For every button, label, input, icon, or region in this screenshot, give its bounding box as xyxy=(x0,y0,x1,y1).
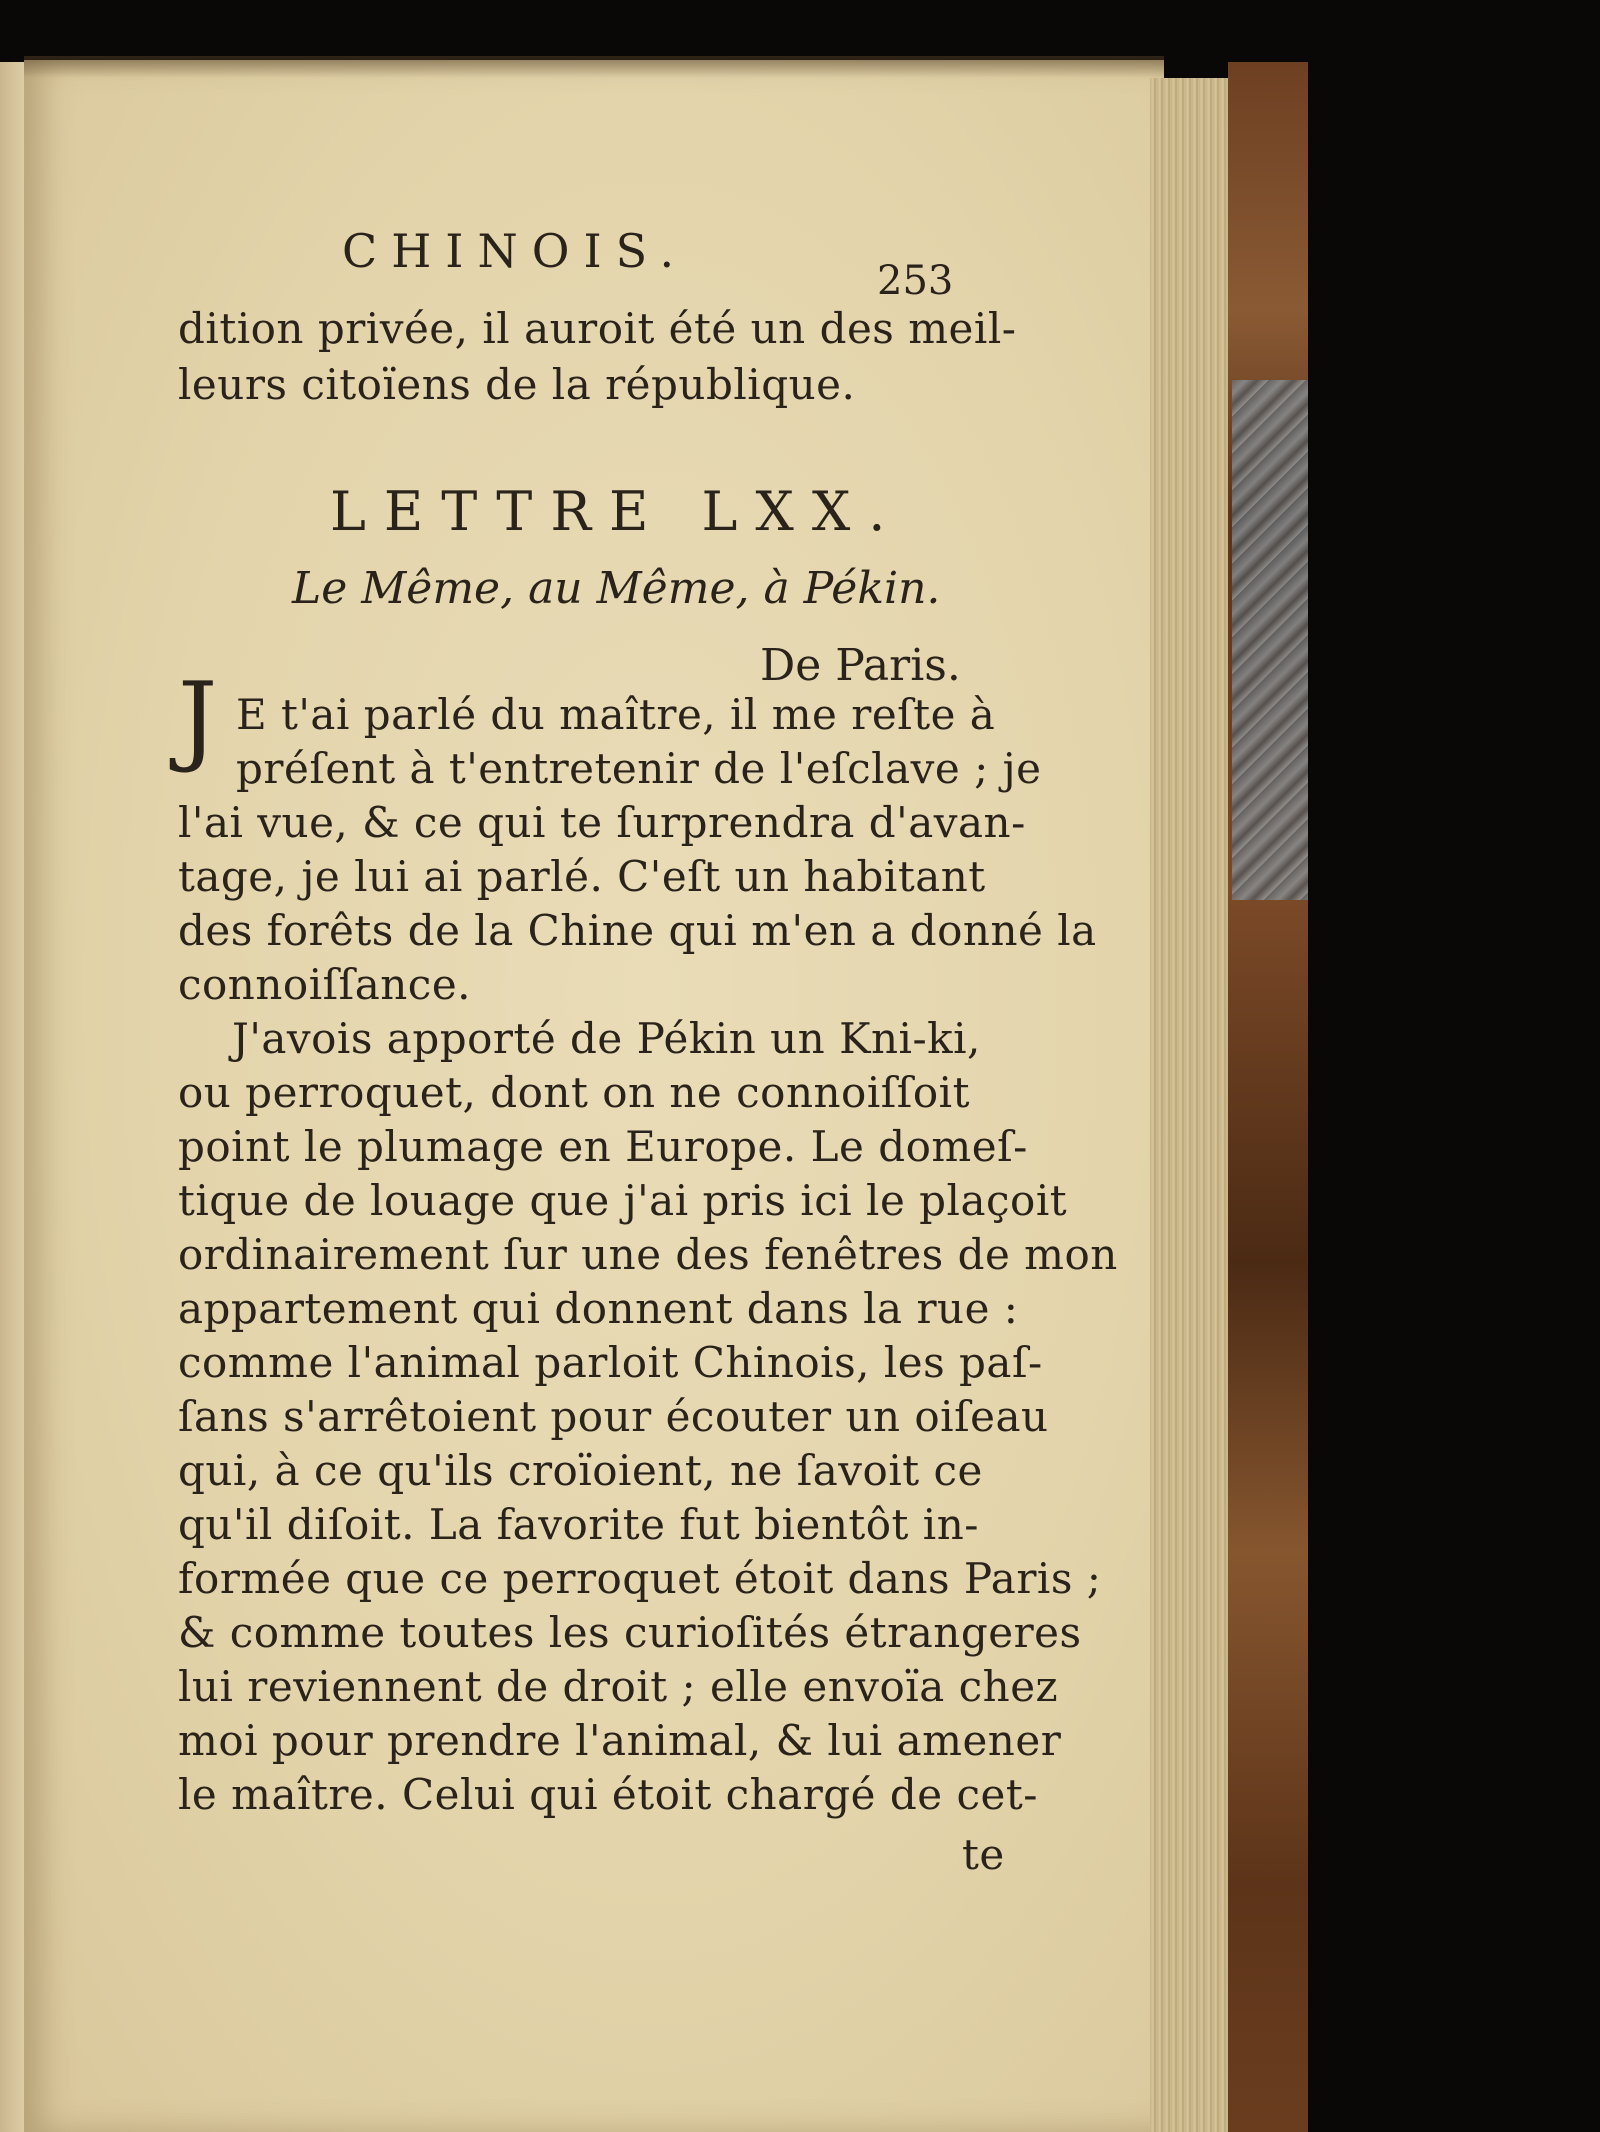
text-line: moi pour prendre l'animal, & lui amener xyxy=(178,1716,1062,1765)
text-line: ou perroquet, dont on ne connoiſſoit xyxy=(178,1068,970,1117)
text-line: le maître. Celui qui étoit chargé de cet- xyxy=(178,1770,1038,1819)
text-line: comme l'animal parloit Chinois, les paſ- xyxy=(178,1338,1043,1387)
letter-place: De Paris. xyxy=(760,640,961,691)
text-line: ſans s'arrêtoient pour écouter un oiſeau xyxy=(178,1392,1049,1441)
letter-title: LETTRE LXX. xyxy=(330,480,904,543)
catchword: te xyxy=(962,1830,1005,1879)
text-line: formée que ce perroquet étoit dans Paris ; xyxy=(178,1554,1102,1603)
text-line: appartement qui donnent dans la rue : xyxy=(178,1284,1019,1333)
text-line: E t'ai parlé du maître, il me reſte à xyxy=(236,690,996,739)
text-line: qui, à ce qu'ils croïoient, ne ſavoit ce xyxy=(178,1446,983,1495)
running-head: CHINOIS. xyxy=(342,224,689,278)
text-line: l'ai vue, & ce qui te ſurprendra d'avan- xyxy=(178,798,1026,847)
text-line: préſent à t'entretenir de l'eſclave ; je xyxy=(236,744,1042,793)
text-line: tage, je lui ai parlé. C'eſt un habitant xyxy=(178,852,986,901)
text-line: des forêts de la Chine qui m'en a donné la xyxy=(178,906,1097,955)
text-line: connoiſſance. xyxy=(178,960,472,1009)
text-line: lui reviennent de droit ; elle envoïa chez xyxy=(178,1662,1059,1711)
text-line: ordinairement ſur une des fenêtres de mon xyxy=(178,1230,1118,1279)
drop-capital: J xyxy=(178,662,218,776)
text-line: & comme toutes les curioſités étrangeres xyxy=(178,1608,1082,1657)
page-number: 253 xyxy=(877,258,954,304)
text-line: tique de louage que j'ai pris ici le plaçoit xyxy=(178,1176,1068,1225)
text-line: qu'il diſoit. La favorite fut bientôt in- xyxy=(178,1500,979,1549)
text-line: dition privée, il auroit été un des meil- xyxy=(178,304,1017,353)
text-line: J'avois apporté de Pékin un Kni-ki, xyxy=(232,1014,981,1063)
letter-subtitle: Le Même, au Même, à Pékin. xyxy=(292,563,941,614)
text-line: leurs citoïens de la république. xyxy=(178,360,856,409)
text-line: point le plumage en Europe. Le domeſ- xyxy=(178,1122,1028,1171)
